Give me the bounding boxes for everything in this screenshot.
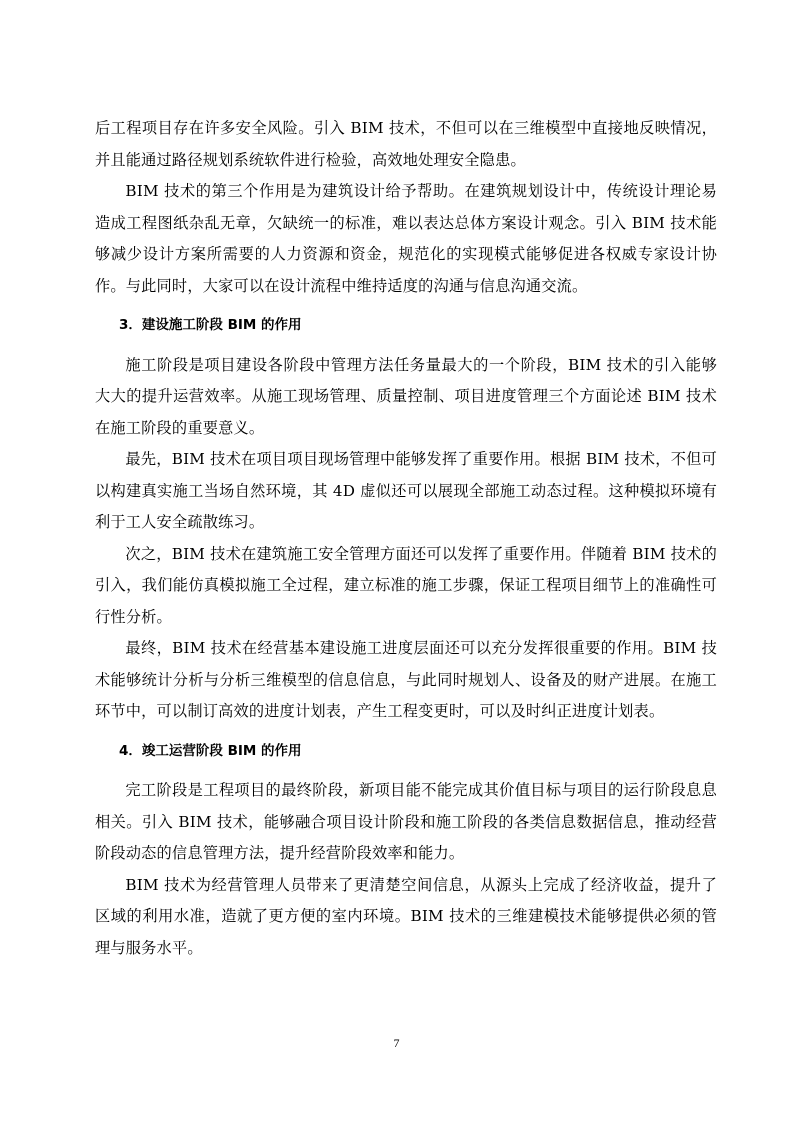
section-heading-construction: 3．建设施工阶段 BIM 的作用 — [119, 317, 302, 333]
section-heading-operation: 4．竣工运营阶段 BIM 的作用 — [119, 742, 302, 759]
paragraph-operation-benefits: BIM 技术为经营管理人员带来了更清楚空间信息，从源头上完成了经济收益，提升了区域的利用水准，造就了更方便的室内环境。BIM 技术的三维建模技术能够提供必须的管理与服务水平。 — [95, 875, 717, 957]
paragraph-site-management: 最先，BIM 技术在项目项目现场管理中能够发挥了重要作用。根据 BIM 技术，不但可以构建真实施工当场自然环境，其 4D 虚似还可以展现全部施工动态过程。这种模拟环境有利于工人安全疏散练习。 — [95, 450, 717, 531]
paragraph-schedule-management: 最终，BIM 技术在经营基本建设施工进度层面还可以充分发挥很重要的作用。BIM 技术能够统计分析与分析三维模型的信息信息，与此同时规划人、设备及的财产进展。在施工环节中，可以制订高效的进度计划表，产生工程变更时，可以及时纠正进度计划表。 — [95, 639, 717, 720]
page-body — [95, 113, 717, 964]
paragraph-completion-stage: 完工阶段是工程项目的最终阶段，新项目能不能完成其价值目标与项目的运行阶段息息相关。引入 BIM 技术，能够融合项目设计阶段和施工阶段的各类信息数据信息，推动经营阶段动态的信息管理方法，提升经营阶段效率和能力。 — [95, 781, 717, 862]
paragraph-construction-intro: 施工阶段是项目建设各阶段中管理方法任务量最大的一个阶段，BIM 技术的引入能够大大的提升运营效率。从施工现场管理、质量控制、项目进度管理三个方面论述 BIM 技术在施工阶段的重要意义。 — [95, 355, 717, 437]
paragraph-safety-management: 次之，BIM 技术在建筑施工安全管理方面还可以发挥了重要作用。伴随着 BIM 技术的引入，我们能仿真模拟施工全过程，建立标准的施工步骤，保证工程项目细节上的准确性可行性分析。 — [95, 544, 717, 626]
paragraph-continuation: 后工程项目存在许多安全风险。引入 BIM 技术，不但可以在三维模型中直接地反映情况，并且能通过路径规划系统软件进行检验，高效地处理安全隐患。 — [95, 119, 717, 169]
paragraph-bim-design-help: BIM 技术的第三个作用是为建筑设计给予帮助。在建筑规划设计中，传统设计理论易造成工程图纸杂乱无章，欠缺统一的标准，难以表达总体方案设计观念。引入 BIM 技术能够减少设计方案所需要的人力资源和资金，规范化的实现模式能够促进各权威专家设计协作。与此同时，大家可以在设计流程中维持适度的沟通与信息沟通交流。 — [95, 182, 717, 295]
page-number: 7 — [393, 1036, 400, 1050]
